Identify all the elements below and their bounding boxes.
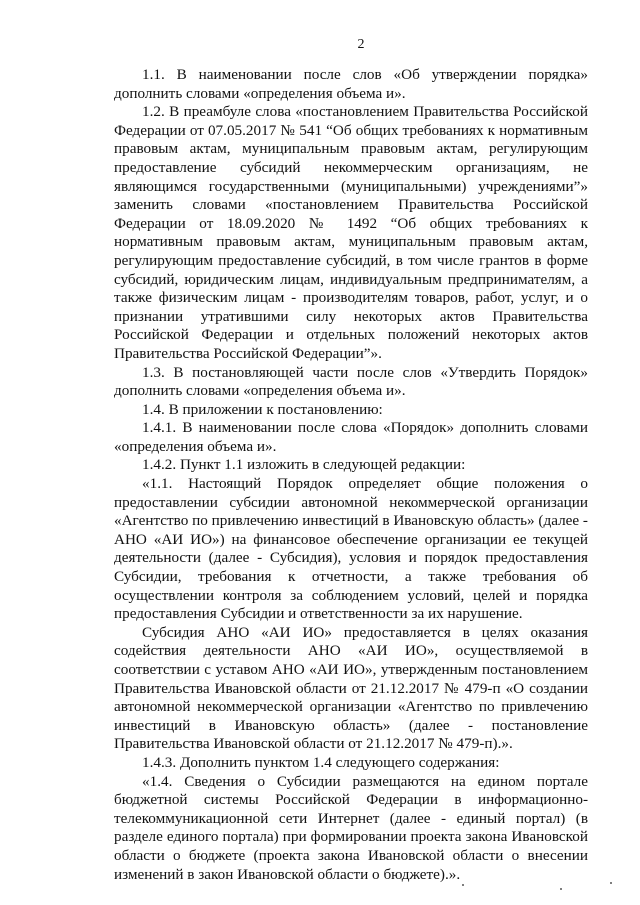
paragraph-1-4-1: 1.4.1. В наименовании после слова «Порядок» дополнить словами «определения объема и». bbox=[114, 419, 588, 455]
quoted-clause-1-4: «1.4. Сведения о Субсидии размещаются на едином портале бюджетной системы Российской Федерации в информационно-телекоммуникационной сети Интернет (далее - единый портал) (в разделе единого портала) при формировании проекта закона Ивановской области о бюджете (проекта закона Ивановской области о внесении изменений в закон Ивановской области о бюджете).». bbox=[114, 772, 588, 883]
paragraph-1-4-2: 1.4.2. Пункт 1.1 изложить в следующей редакции: bbox=[142, 456, 466, 474]
scan-speck bbox=[610, 882, 612, 884]
quoted-clause-subsidy-purpose: Субсидия АНО «АИ ИО» предоставляется в целях оказания содействия деятельности АНО «АИ ИО», осуществляемой в соответствии с уставом АНО «АИ ИО», утвержденным постановлением Правительства Ивановской области от 21.12.2017 № 479-п «О создании автономной некоммерческой организации «Агентство по привлечению инвестиций в Ивановскую область» (далее - постановление Правительства Ивановской области от 21.12.2017 № 479-п).». bbox=[114, 623, 588, 753]
quoted-clause-1-1: «1.1. Настоящий Порядок определяет общие положения о предоставлении субсидии автономной некоммерческой организации «Агентство по привлечению инвестиций в Ивановскую область» (далее - АНО «АИ ИО») на финансовое обеспечение организации ее текущей деятельности (далее - Субсидия), условия и порядок предоставления Субсидии, требования к отчетности, а также требования об осуществлении контроля за соблюдением условий, целей и порядка предоставления Субсидии и ответственности за их нарушение. bbox=[114, 475, 588, 623]
page-number: 2 bbox=[357, 37, 365, 52]
paragraph-1-1: 1.1. В наименовании после слов «Об утверждении порядка» дополнить словами «определения объема и». bbox=[114, 66, 588, 102]
paragraph-1-2: 1.2. В преамбуле слова «постановлением Правительства Российской Федерации от 07.05.2017 № 541 “Об общих требованиях к нормативным правовым актам, муниципальным правовым актам, регулирующим предоставление субсидий некоммерческим организациям, не являющимся государственными (муниципальными) учреждениями”» заменить словами «постановлением Правительства Российской Федерации от 18.09.2020 № 1492 “Об общих требованиях к нормативным правовым актам, муниципальным правовым актам, регулирующим предоставление субсидий, в том числе грантов в форме субсидий, юридическим лицам, индивидуальным предпринимателям, а также физическим лицам - производителям товаров, работ, услуг, и о признании утратившими силу некоторых актов Правительства Российской Федерации и отдельных положений некоторых актов Правительства Российской Федерации”». bbox=[114, 103, 588, 362]
paragraph-1-3: 1.3. В постановляющей части после слов «Утвердить Порядок» дополнить словами «определения объема и». bbox=[114, 363, 588, 400]
scan-speck bbox=[462, 884, 464, 886]
paragraph-1-4: 1.4. В приложении к постановлению: bbox=[142, 400, 383, 418]
scan-speck bbox=[560, 888, 562, 890]
paragraph-1-4-3: 1.4.3. Дополнить пунктом 1.4 следующего содержания: bbox=[142, 753, 500, 771]
